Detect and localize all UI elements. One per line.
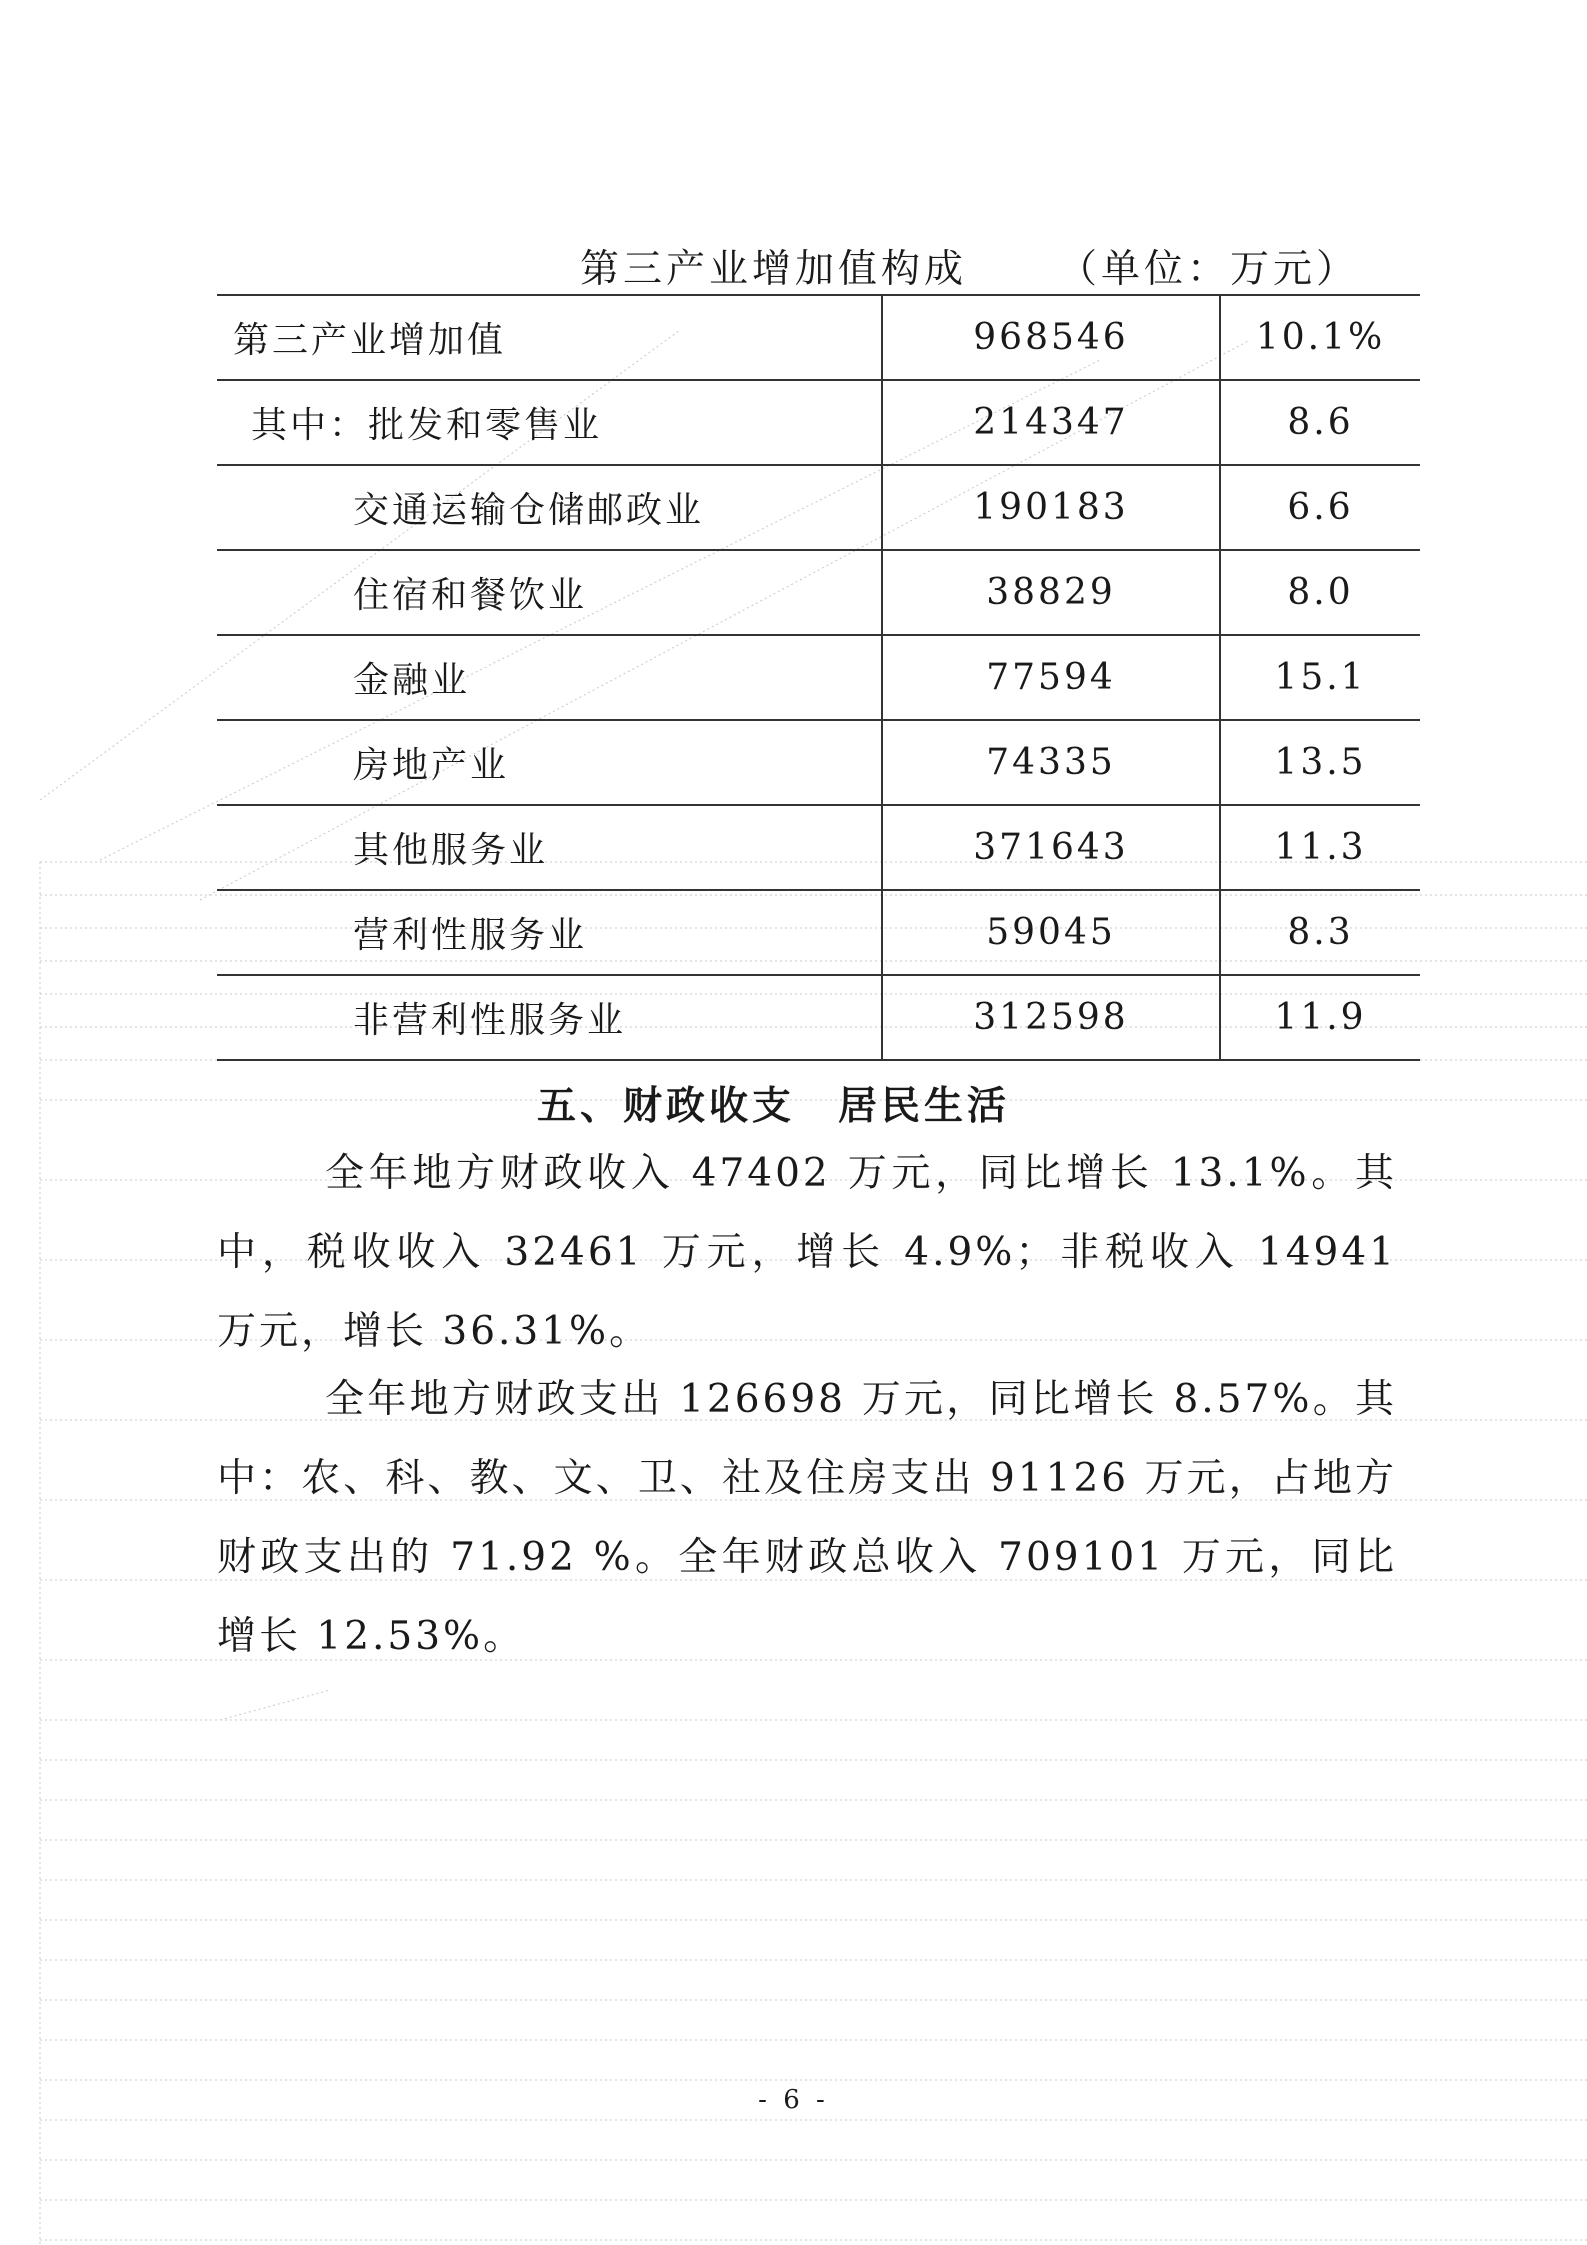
row-label: 第三产业增加值	[217, 295, 882, 380]
row-growth: 8.3	[1220, 890, 1420, 975]
table-row	[217, 805, 1420, 890]
table-row	[217, 380, 1420, 465]
row-growth: 10.1%	[1220, 295, 1420, 380]
table-row	[217, 635, 1420, 720]
row-value: 77594	[882, 635, 1220, 720]
row-label: 金融业	[217, 635, 882, 720]
row-growth: 6.6	[1220, 465, 1420, 550]
row-value: 38829	[882, 550, 1220, 635]
row-label: 其中：批发和零售业	[217, 380, 882, 465]
table-row	[217, 890, 1420, 975]
row-value: 59045	[882, 890, 1220, 975]
paragraph-fiscal-expenditure: 全年地方财政支出 126698 万元，同比增长 8.57%。其中：农、科、教、文、卫、社及住房支出 91126 万元，占地方财政支出的 71.92 %。全年财政总收入 709101 万元，同比增长 12.53%。	[217, 1377, 1397, 1659]
table-title: 第三产业增加值构成	[580, 247, 968, 292]
table-row	[217, 720, 1420, 805]
row-growth: 11.3	[1220, 805, 1420, 890]
tertiary-industry-table	[217, 294, 1420, 1061]
page-number: - 6 -	[758, 2085, 829, 2115]
row-label: 住宿和餐饮业	[217, 550, 882, 635]
row-value: 190183	[882, 465, 1220, 550]
row-label: 其他服务业	[217, 805, 882, 890]
row-label: 营利性服务业	[217, 890, 882, 975]
row-growth: 8.0	[1220, 550, 1420, 635]
row-label: 房地产业	[217, 720, 882, 805]
row-growth: 8.6	[1220, 380, 1420, 465]
unit-label: （单位：万元）	[1058, 247, 1360, 292]
section-heading: 五、财政收支 居民生活	[537, 1083, 1011, 1129]
row-value: 214347	[882, 380, 1220, 465]
table-row	[217, 295, 1420, 380]
paragraph-fiscal-revenue: 全年地方财政收入 47402 万元，同比增长 13.1%。其中，税收收入 32461 万元，增长 4.9%；非税收入 14941 万元，增长 36.31%。	[217, 1151, 1397, 1354]
table-row	[217, 465, 1420, 550]
row-growth: 13.5	[1220, 720, 1420, 805]
row-value: 968546	[882, 295, 1220, 380]
row-growth: 15.1	[1220, 635, 1420, 720]
row-value: 371643	[882, 805, 1220, 890]
row-growth: 11.9	[1220, 975, 1420, 1060]
row-label: 非营利性服务业	[217, 975, 882, 1060]
table-row	[217, 550, 1420, 635]
row-value: 74335	[882, 720, 1220, 805]
row-label: 交通运输仓储邮政业	[217, 465, 882, 550]
table-row	[217, 975, 1420, 1060]
row-value: 312598	[882, 975, 1220, 1060]
